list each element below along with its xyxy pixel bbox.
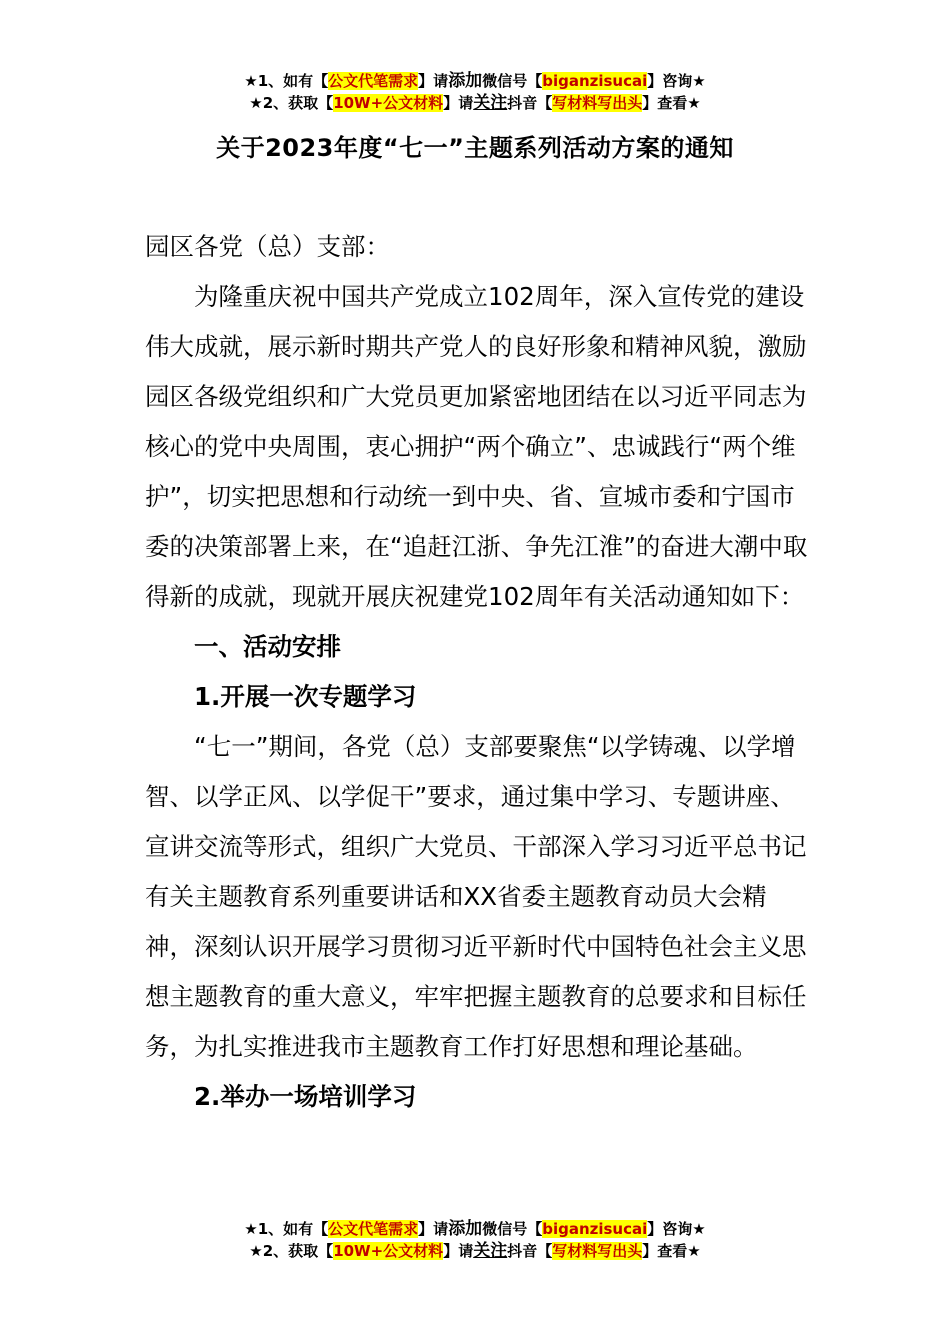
item-heading: 1.开展一次专题学习	[194, 682, 417, 711]
banner-text: 】查看★	[642, 94, 701, 112]
document-title: 关于2023年度“七一”主题系列活动方案的通知	[216, 134, 734, 162]
banner-line-2	[0, 1240, 950, 1262]
banner-text: ★1、如有【	[244, 1220, 329, 1238]
banner-emphasis: 关注	[473, 93, 508, 113]
banner-text: 】请	[418, 72, 449, 90]
banner-text: 】请	[443, 94, 474, 112]
banner-text: 抖音【	[507, 94, 553, 112]
banner-text: ★2、获取【	[249, 1242, 334, 1260]
item-heading: 2.举办一场培训学习	[194, 1082, 417, 1111]
banner-text: 微信号【	[482, 72, 543, 90]
bottom-banner	[0, 1218, 950, 1262]
banner-text: 】请	[443, 1242, 474, 1260]
banner-line-1	[0, 70, 950, 92]
item-paragraph: “七一”期间，各党（总）支部要聚焦“以学铸魂、以学增智、以学正风、以学促干”要求，通过集中学习、专题讲座、宣讲交流等形式，组织广大党员、干部深入学习习近平总书记有关主题教育系列重要讲话和XX省委主题教育动员大会精神，深刻认识开展学习贯彻习近平新时代中国特色社会主义思想主题教育的重大意义，牢牢把握主题教育的总要求和目标任务，为扎实推进我市主题教育工作打好思想和理论基础。	[145, 732, 807, 1061]
banner-wechat-id: biganzisucai	[542, 1220, 648, 1238]
banner-douyin-id: 写材料写出头	[552, 94, 643, 112]
banner-highlight: 10W+公文材料	[333, 94, 444, 112]
banner-text: ★1、如有【	[244, 72, 329, 90]
banner-highlight: 10W+公文材料	[333, 1242, 444, 1260]
intro-paragraph: 为隆重庆祝中国共产党成立102周年，深入宣传党的建设伟大成就，展示新时期共产党人的良好形象和精神风貌，激励园区各级党组织和广大党员更加紧密地团结在以习近平同志为核心的党中央周围，衷心拥护“两个确立”、忠诚践行“两个维护”，切实把思想和行动统一到中央、省、宣城市委和宁国市委的决策部署上来，在“追赶江浙、争先江淮”的奋进大潮中取得新的成就，现就开展庆祝建党102周年有关活动通知如下：	[145, 282, 808, 611]
banner-text: 】咨询★	[647, 1220, 706, 1238]
banner-emphasis: 添加	[448, 71, 483, 91]
banner-emphasis: 添加	[448, 1219, 483, 1239]
banner-text: 抖音【	[507, 1242, 553, 1260]
banner-text: ★2、获取【	[249, 94, 334, 112]
salutation: 园区各党（总）支部：	[145, 232, 390, 261]
banner-line-1	[0, 1218, 950, 1240]
banner-text: 】查看★	[642, 1242, 701, 1260]
section-heading: 一、活动安排	[194, 632, 341, 661]
top-banner	[0, 70, 950, 114]
banner-wechat-id: biganzisucai	[542, 72, 648, 90]
banner-text: 】咨询★	[647, 72, 706, 90]
document-body	[145, 222, 810, 1122]
banner-text: 微信号【	[482, 1220, 543, 1238]
banner-line-2	[0, 92, 950, 114]
banner-highlight: 公文代笔需求	[328, 72, 419, 90]
banner-douyin-id: 写材料写出头	[552, 1242, 643, 1260]
banner-text: 】请	[418, 1220, 449, 1238]
banner-emphasis: 关注	[473, 1241, 508, 1261]
banner-highlight: 公文代笔需求	[328, 1220, 419, 1238]
